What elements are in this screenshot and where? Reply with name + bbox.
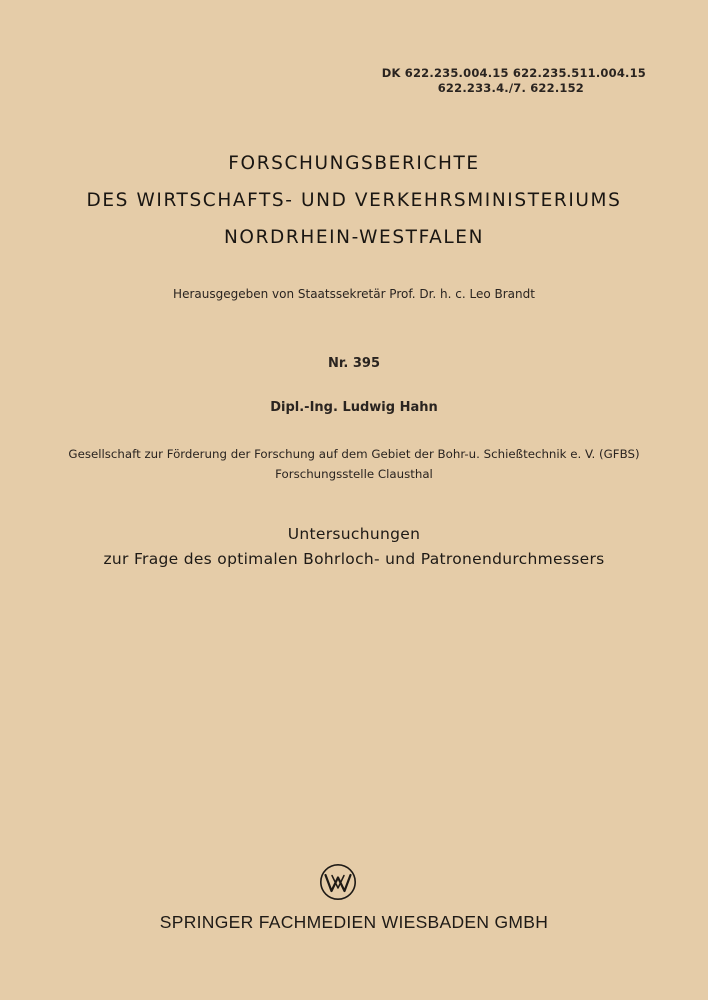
institution-line-2: Forschungsstelle Clausthal — [275, 467, 433, 481]
report-number: Nr. 395 — [327, 356, 381, 371]
series-title — [0, 145, 708, 256]
report-title — [0, 522, 708, 572]
editor-line: Herausgegeben von Staatssekretär Prof. Dr. h. c. Leo Brandt — [173, 287, 535, 301]
classification-line-1: DK 622.235.004.15 622.235.511.004.15 — [381, 66, 646, 80]
report-title-line-1: Untersuchungen — [287, 525, 421, 543]
publisher-name: SPRINGER FACHMEDIEN WIESBADEN GMBH — [159, 912, 549, 932]
institution — [0, 444, 708, 484]
report-title-line-2: zur Frage des optimalen Bohrloch- und Patronendurchmessers — [103, 550, 605, 568]
series-title-line-1: FORSCHUNGSBERICHTE — [228, 153, 480, 174]
institution-line-1: Gesellschaft zur Förderung der Forschung auf dem Gebiet der Bohr-u. Schießtechnik e. V. (GFBS) — [68, 447, 640, 461]
series-title-line-3: NORDRHEIN-WESTFALEN — [223, 227, 485, 248]
classification-code — [382, 66, 646, 96]
classification-line-2: 622.233.4./7. 622.152 — [437, 81, 584, 95]
springer-wiesbaden-logo-icon — [319, 863, 357, 901]
series-title-line-2: DES WIRTSCHAFTS- UND VERKEHRSMINISTERIUMS — [86, 190, 622, 211]
author-name: Dipl.-Ing. Ludwig Hahn — [270, 400, 438, 415]
